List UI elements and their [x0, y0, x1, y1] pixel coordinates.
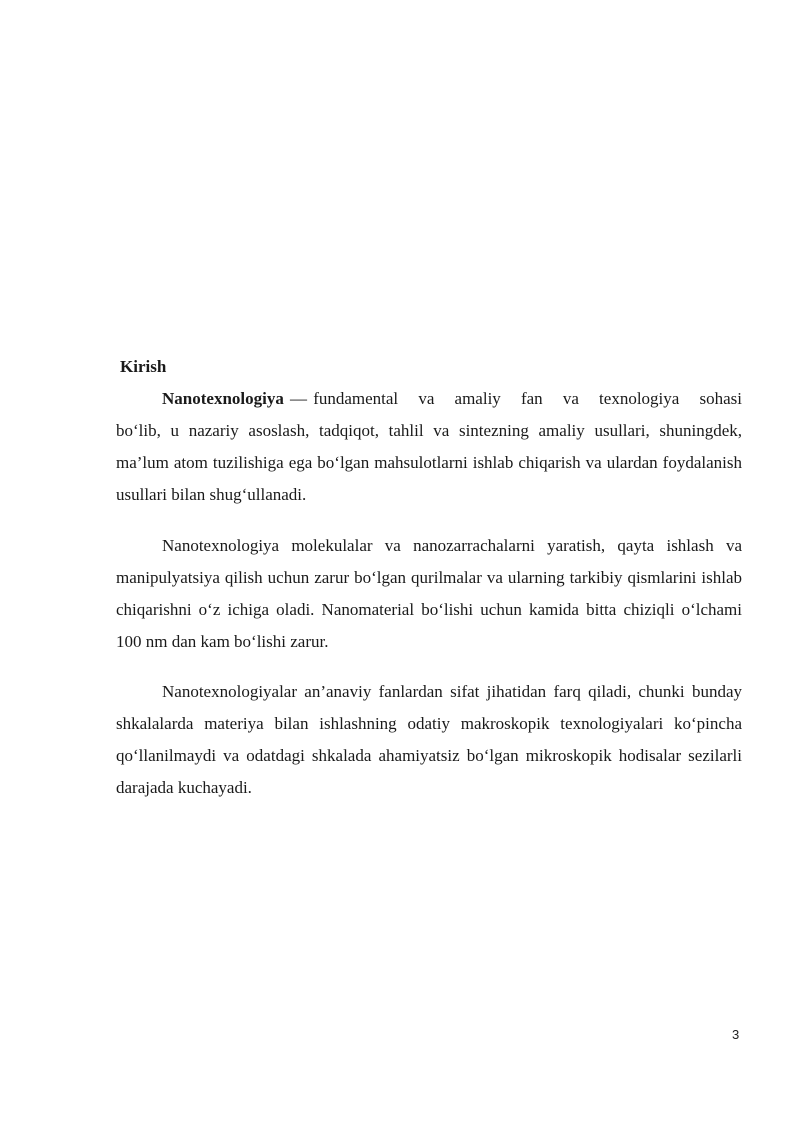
em-dash: — [283, 389, 314, 408]
paragraph-molecules: Nanotexnologiya molekulalar va nanozarrachalarni yaratish, qayta ishlash va manipulyatsiya qilish uchun zarur bo‘lgan qurilmalar va ularning tarkibiy qismlarini ishlab chiqarishni o‘z ichiga oladi. Nanomaterial bo‘lishi uchun kamida bitta chiziqli o‘lchami 100 nm dan kam bo‘lishi zarur. [116, 536, 742, 651]
paragraph-definition [116, 383, 742, 511]
definition-lead: fundamental va amaliy fan va texnologiya sohasi [313, 389, 742, 408]
section-heading: Kirish [120, 357, 167, 376]
term-nanotexnologiya: Nanotexnologiya [162, 389, 284, 408]
paragraph-differences: Nanotexnologiyalar an’anaviy fanlardan sifat jihatidan farq qiladi, chunki bunday shkalalarda materiya bilan ishlashning odatiy makroskopik texnologiyalari ko‘pincha qo‘llanilmaydi va odatdagi shkalada ahamiyatsiz bo‘lgan mikroskopik hodisalar sezilarli darajada kuchayadi. [116, 682, 742, 797]
definition-text: bo‘lib, u nazariy asoslash, tadqiqot, tahlil va sintezning amaliy usullari, shuningdek, ma’lum atom tuzilishiga ega bo‘lgan mahsulotlarni ishlab chiqarish va ulardan foydalanish usullari bilan shug‘ullanadi. [116, 421, 742, 504]
page-number: 3 [732, 1027, 740, 1042]
